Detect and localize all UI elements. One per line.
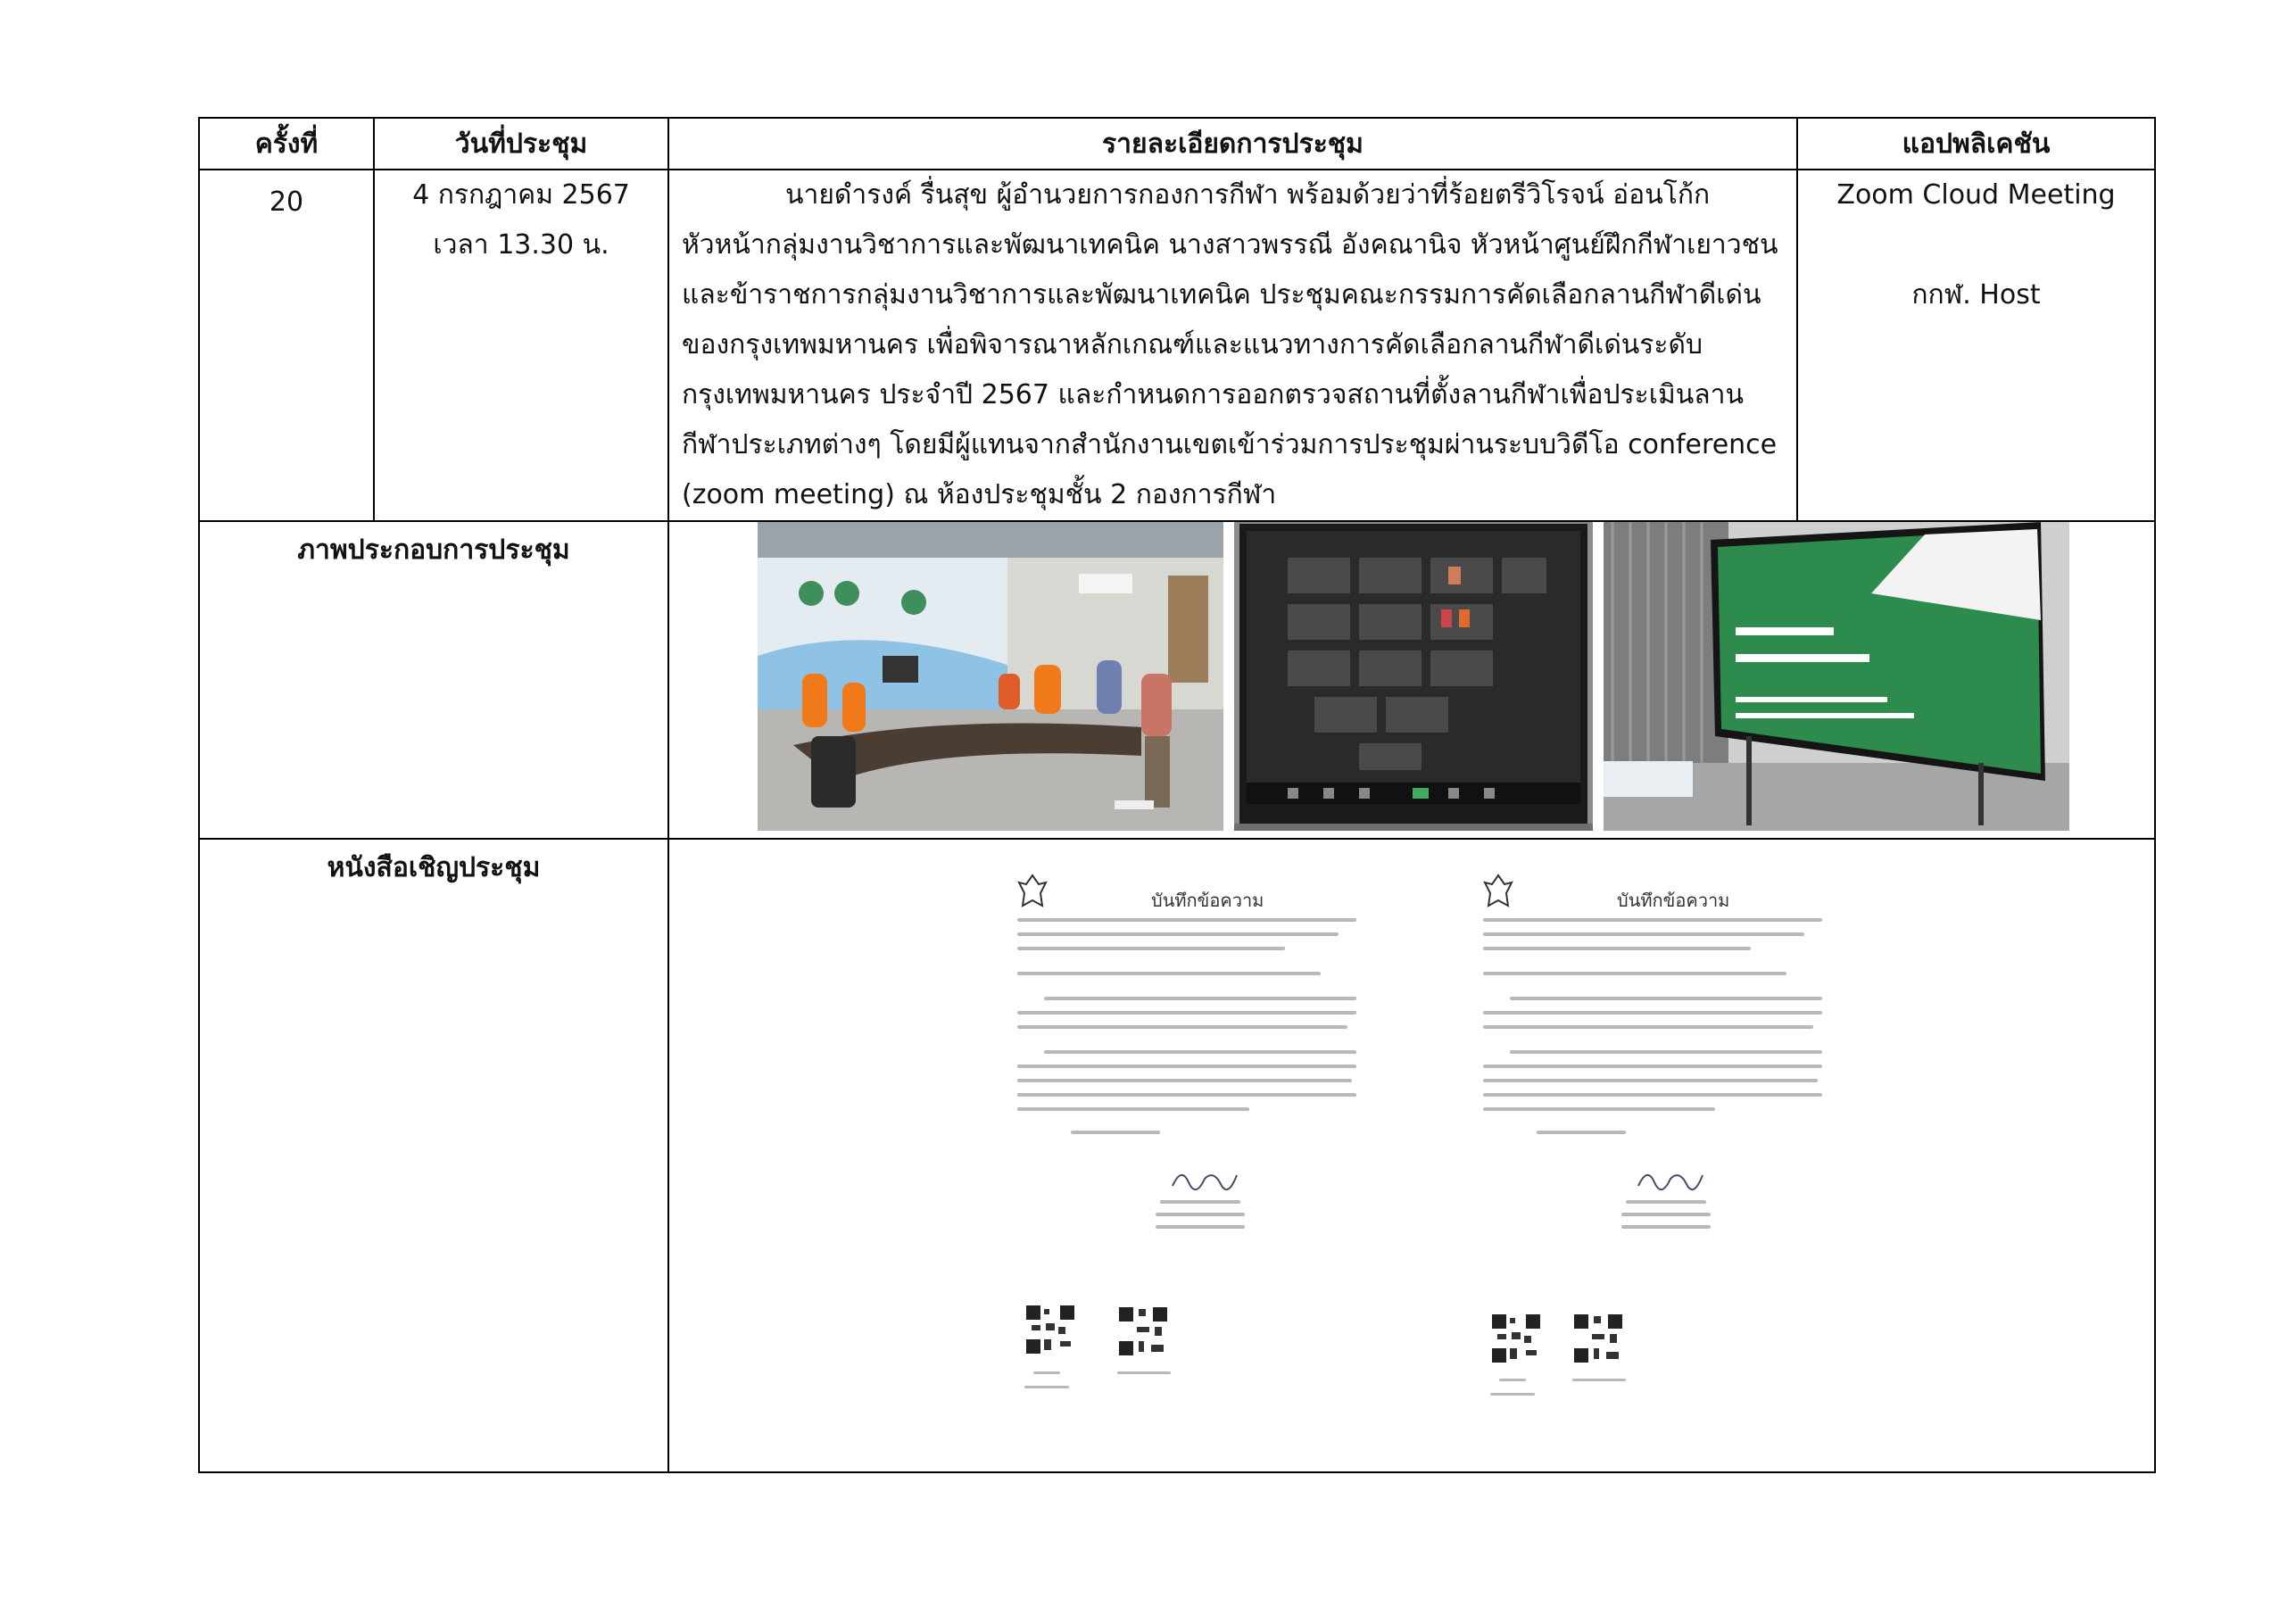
header-date: วันที่ประชุม [374, 118, 668, 170]
zoom-screen-photo [1234, 522, 1593, 831]
meeting-number: 20 [199, 170, 374, 521]
photo-row [199, 521, 2155, 839]
signature-2 [1635, 1163, 1706, 1198]
letter-row [199, 839, 2155, 1472]
letter-title: บันทึกข้อความ [1151, 890, 1264, 911]
garuda-emblem-icon [1483, 874, 1513, 913]
meeting-app-name: Zoom Cloud Meeting [1836, 179, 2116, 211]
meeting-detail [668, 170, 1797, 521]
meeting-table [198, 117, 2156, 1473]
signature-1 [1169, 1163, 1240, 1198]
qr-code-icon [1572, 1313, 1624, 1364]
qr-code-icon [1024, 1304, 1076, 1355]
invitation-letter-1 [1017, 866, 1374, 1438]
letter-label: หนังสือเชิญประชุม [199, 839, 668, 1472]
garuda-emblem-icon [1017, 874, 1048, 913]
letter-cell [668, 839, 2155, 1472]
letter-title: บันทึกข้อความ [1617, 890, 1730, 911]
header-detail: รายละเอียดการประชุม [668, 118, 1797, 170]
invitation-letter-2 [1483, 866, 1840, 1438]
meeting-row [199, 170, 2155, 521]
meeting-room-photo [758, 522, 1223, 831]
photo-cell [668, 521, 2155, 839]
meeting-app [1797, 170, 2155, 521]
presentation-screen-photo [1604, 522, 2069, 831]
meeting-date-time: เวลา 13.30 น. [433, 229, 609, 261]
meeting-app-host: กกฬ. Host [1911, 279, 2041, 311]
qr-code-icon [1117, 1305, 1169, 1357]
photo-label: ภาพประกอบการประชุม [199, 521, 668, 839]
header-app: แอปพลิเคชัน [1797, 118, 2155, 170]
qr-code-icon [1490, 1313, 1542, 1364]
meeting-detail-text: นายดำรงค์ รื่นสุข ผู้อำนวยการกองการกีฬา พร้อมด้วยว่าที่ร้อยตรีวิโรจน์ อ่อนโก้ก หัวหน้ากลุ่มงานวิชาการและพัฒนาเทคนิค นางสาวพรรณี อังคณานิจ หัวหน้าศูนย์ฝึกกีฬาเยาวชน และข้าราชการกลุ่มงานวิชาการและพัฒนาเทคนิค ประชุมคณะกรรมการคัดเลือกลานกีฬาดีเด่นของกรุงเทพมหานคร เพื่อพิจารณาหลักเกณฑ์และแนวทางการคัดเลือกลานกีฬาดีเด่นระดับกรุงเทพมหานคร ประจำปี 2567 และกำหนดการออกตรวจสถานที่ตั้งลานกีฬาเพื่อประเมินลานกีฬาประเภทต่างๆ โดยมีผู้แทนจากสำนักงานเขตเข้าร่วมการประชุมผ่านระบบวิดีโอ conference (zoom meeting) ณ ห้องประชุมชั้น 2 กองการกีฬา [682, 179, 1778, 510]
header-no: ครั้งที่ [199, 118, 374, 170]
header-row [199, 118, 2155, 170]
meeting-date-day: 4 กรกฎาคม 2567 [412, 179, 630, 211]
meeting-date [374, 170, 668, 521]
